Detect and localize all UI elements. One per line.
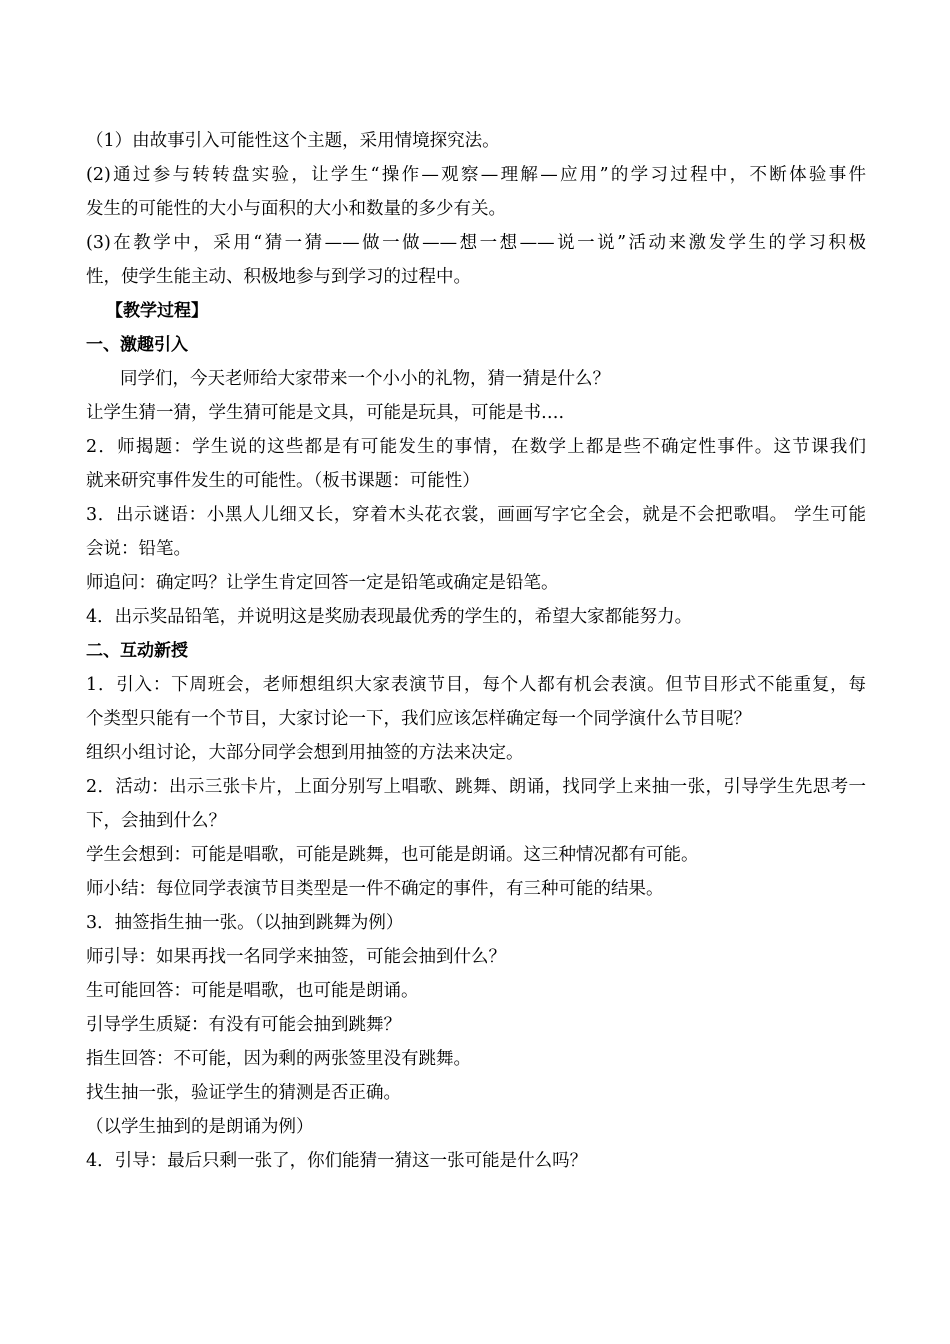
paragraph-student-thoughts: 学生会想到：可能是唱歌，可能是跳舞，也可能是朗诵。这三种情况都有可能。	[86, 845, 699, 865]
step-4: 4．出示奖品铅笔，并说明这是奖励表现最优秀的学生的，希望大家都能努力。	[86, 607, 693, 627]
objective-2-line-1: (2)通过参与转转盘实验，让学生“操作—观察—理解—应用”的学习过程中，不断体验事件	[86, 165, 866, 185]
step-2-line-1: 2．师揭题：学生说的这些都是有可能发生的事情，在数学上都是些不确定性事件。这节课我们	[86, 437, 866, 457]
section-heading-new-lesson: 二、互动新授	[86, 641, 188, 661]
activity-3: 3．抽签指生抽一张。（以抽到跳舞为例）	[86, 913, 404, 933]
paragraph-question: 引导学生质疑：有没有可能会抽到跳舞？	[86, 1015, 401, 1035]
step-2-line-2: 就来研究事件发生的可能性。（板书课题：可能性）	[86, 471, 480, 491]
objective-2-line-2: 发生的可能性的大小与面积的大小和数量的多少有关。	[86, 199, 506, 219]
activity-1-line-2: 个类型只能有一个节目，大家讨论一下，我们应该怎样确定每一个同学演什么节目呢？	[86, 709, 751, 729]
paragraph-teacher-guidance: 师引导：如果再找一名同学来抽签，可能会抽到什么？	[86, 947, 506, 967]
paragraph-student-answer: 指生回答：不可能，因为剩的两张签里没有跳舞。	[86, 1049, 471, 1069]
paragraph-verify: 找生抽一张，验证学生的猜测是否正确。	[86, 1083, 401, 1103]
objective-1: （1）由故事引入可能性这个主题，采用情境探究法。	[86, 131, 500, 151]
step-3-line-1: 3．出示谜语：小黑人儿细又长，穿着木头花衣裳，画画写字它全会，就是不会把歌唱。 学生可能	[86, 505, 866, 525]
objective-3-line-2: 性，使学生能主动、积极地参与到学习的过程中。	[86, 267, 471, 287]
step-3-line-2: 会说：铅笔。	[86, 539, 191, 559]
activity-2-line-2: 下，会抽到什么？	[86, 811, 226, 831]
activity-1-line-1: 1．引入：下周班会，老师想组织大家表演节目，每个人都有机会表演。但节目形式不能重复，每	[86, 675, 866, 695]
objective-3-line-1: (3)在教学中，采用“猜一猜——做一做——想一想——说一说”活动来激发学生的学习积极	[86, 233, 866, 253]
document-body	[86, 124, 866, 1178]
activity-4: 4．引导：最后只剩一张了，你们能猜一猜这一张可能是什么吗？	[86, 1151, 588, 1171]
paragraph-guessing: 让学生猜一猜，学生猜可能是文具，可能是玩具，可能是书….	[86, 403, 565, 423]
paragraph-opening: 同学们，今天老师给大家带来一个小小的礼物，猜一猜是什么？	[120, 369, 610, 389]
paragraph-follow-up: 师追问：确定吗？让学生肯定回答一定是铅笔或确定是铅笔。	[86, 573, 559, 593]
paragraph-group-discussion: 组织小组讨论，大部分同学会想到用抽签的方法来决定。	[86, 743, 524, 763]
section-heading-introduction: 一、激趣引入	[86, 335, 188, 355]
activity-2-line-1: 2．活动：出示三张卡片，上面分别写上唱歌、跳舞、朗诵，找同学上来抽一张，引导学生先思考一	[86, 777, 866, 797]
paragraph-possible-answer: 生可能回答：可能是唱歌，也可能是朗诵。	[86, 981, 419, 1001]
paragraph-teacher-summary: 师小结：每位同学表演节目类型是一件不确定的事件，有三种可能的结果。	[86, 879, 664, 899]
section-heading-teaching-process: 【教学过程】	[106, 301, 208, 321]
paragraph-example: （以学生抽到的是朗诵为例）	[86, 1117, 314, 1137]
